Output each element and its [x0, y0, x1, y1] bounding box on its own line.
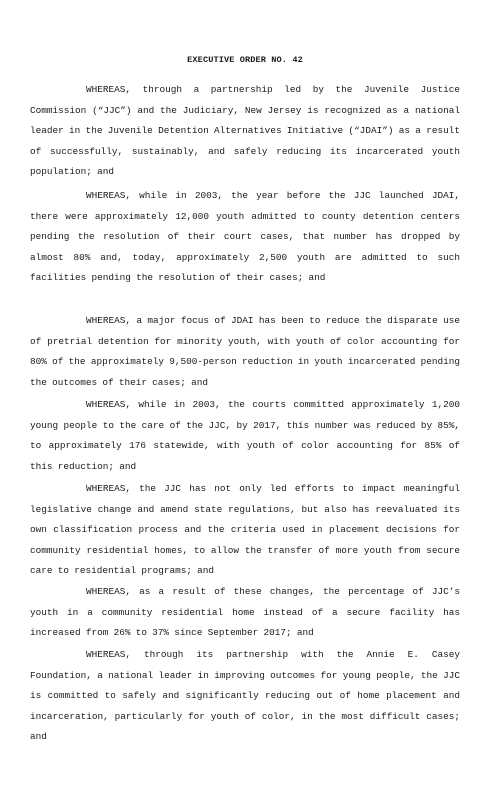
- whereas-paragraph-7: WHEREAS, through its partnership with the Annie E. Casey Foundation, a national leader in improving outcomes for young people, the JJC is committed to safely and significantly reducing out of home placement and incarceration, particularly for youth of color, in the most difficult cases; and: [30, 649, 460, 743]
- whereas-paragraph-6: WHEREAS, as a result of these changes, the percentage of JJC’s youth in a community residential home instead of a secure facility has increased from 26% to 37% since September 2017; and: [30, 586, 460, 639]
- whereas-paragraph-1: WHEREAS, through a partnership led by the Juvenile Justice Commission (“JJC”) and the Judiciary, New Jersey is recognized as a national leader in the Juvenile Detention Alternatives Initiative (“JDAI”) as a result of successfully, sustainably, and safely reducing its incarcerated youth population; and: [30, 84, 460, 178]
- document-page: [30, 0, 460, 800]
- whereas-paragraph-5: WHEREAS, the JJC has not only led efforts to impact meaningful legislative change and amend state regulations, but also has reevaluated its own classification process and the criteria used in placement decisions for community residential homes, to allow the transfer of more youth from secure care to residential programs; and: [30, 483, 460, 577]
- whereas-paragraph-4: WHEREAS, while in 2003, the courts committed approximately 1,200 young people to the care of the JJC, by 2017, this number was reduced by 85%, to approximately 176 statewide, with youth of color accounting for 85% of this reduction; and: [30, 399, 460, 472]
- document-title: EXECUTIVE ORDER NO. 42: [187, 55, 303, 65]
- whereas-paragraph-2: WHEREAS, while in 2003, the year before the JJC launched JDAI, there were approximately 12,000 youth admitted to county detention centers pending the resolution of their court cases, that number has dropped by almost 80% and, today, approximately 2,500 youth are admitted to such facilities pending the resolution of their cases; and: [30, 190, 460, 284]
- whereas-paragraph-3: WHEREAS, a major focus of JDAI has been to reduce the disparate use of pretrial detention for minority youth, with youth of color accounting for 80% of the approximately 9,500-person reduction in youth incarcerated pending the outcomes of their cases; and: [30, 315, 460, 388]
